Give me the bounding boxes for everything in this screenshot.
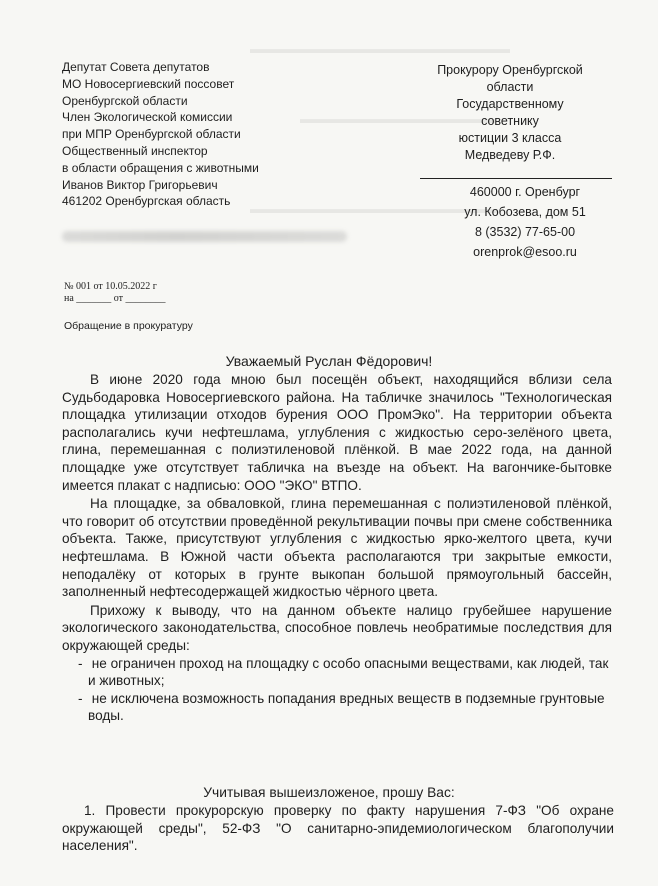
list-item-text: не исключена возможность попадания вредных веществ в подземные грунтовые воды. [88, 690, 605, 724]
registration-line: на _______ от ________ [64, 293, 166, 304]
recipient-address [440, 182, 610, 262]
recipient-line: Медведеву Р.Ф. [464, 148, 556, 162]
address-line: 460000 г. Оренбург [469, 185, 581, 199]
request-list [62, 802, 614, 855]
recipient-line: советнику [481, 114, 539, 128]
body-paragraph: В июне 2020 года мною был посещён объект, находящийся вблизи села Судьбодаровка Новосергиевского района. На табличке значилось "Технологическая площадка утилизации отходов бурения ООО ПромЭко". На территории объекта располагались кучи нефтешлама, углубления с жидкостью серо-зелёного цвета, глина, перемешанная с полиэтиленовой плёнкой. В мае 2022 года, на данной площадке уже отсутствует табличка на въезде на объект. На вагончике-бытовке имеется плакат с надписью: ООО "ЭКО" ВТПО. [62, 372, 612, 493]
address-line: orenprok@esoo.ru [473, 245, 577, 259]
sender-line: Оренбургской области [62, 93, 188, 108]
sender-line: Общественный инспектор [62, 143, 208, 158]
sender-line: 461202 Оренбургская область [62, 194, 231, 209]
consequence-list [62, 655, 612, 725]
sender-line: МО Новосергиевский поссовет [62, 76, 235, 91]
sender-line: Иванов Виктор Григорьевич [62, 177, 218, 192]
request-item: 1. Провести прокурорскую проверку по факту нарушения 7-ФЗ "Об охране окружающей среды", 52-ФЗ "О санитарно-эпидемиологическом благополучии населения". [62, 803, 614, 854]
greeting: Уважаемый Руслан Фёдорович! [225, 353, 433, 369]
recipient-line: Прокурору Оренбургской [437, 63, 583, 77]
list-item [62, 655, 612, 690]
closing-line: Учитывая вышеизложеное, прошу Вас: [203, 785, 455, 800]
address-line: ул. Кобозева, дом 51 [464, 205, 586, 219]
letter-body [62, 371, 612, 725]
recipient-line: Государственному [456, 97, 564, 111]
recipient-divider [420, 178, 612, 179]
sender-block [62, 59, 259, 210]
subject-line: Обращение в прокуратуру [64, 320, 193, 332]
show-through-text: ▬▬▬▬▬▬▬▬▬▬▬▬▬▬▬ [300, 111, 495, 126]
address-line: 8 (3532) 77-65-00 [474, 225, 576, 239]
sender-line: в области обращения с животными [62, 160, 259, 175]
body-paragraph: Прихожу к выводу, что на данном объекте налицо грубейшее нарушение экологического законодательства, способное повлечь необратимые последствия для окружающей среды: [62, 602, 612, 653]
registration-number [64, 281, 166, 305]
bullet-dash: - [78, 690, 83, 706]
registration-line: № 001 от 10.05.2022 г [64, 281, 157, 292]
list-item [62, 690, 612, 725]
bullet-dash: - [78, 655, 83, 671]
sender-line: Член Экологической комиссии [62, 110, 233, 125]
recipient-block [410, 62, 610, 164]
sender-line: Депутат Совета депутатов [62, 60, 210, 74]
sender-line: при МПР Оренбургской области [62, 127, 241, 142]
show-through-text: ▬▬▬▬▬▬▬▬▬▬▬▬▬▬▬▬▬▬▬ [250, 201, 497, 216]
recipient-line: области [486, 80, 534, 94]
body-paragraph: На площадке, за обваловкой, глина перемешанная с полиэтиленовой плёнкой, что говорит об отсутствии проведённой рекультивации почвы при смене собственника объекта. Также, присутствуют углубления с жидкостью ярко-желтого цвета, кучи нефтешлама. В Южной части объекта располагаются три закрытые емкости, неподалёку от которых в грунте выкопан большой прямоугольный бассейн, заполненный нефтесодержащей жидкостью чёрного цвета. [62, 496, 612, 600]
list-item-text: не ограничен проход на площадку с особо опасными веществами, как людей, так и животных; [88, 655, 609, 689]
recipient-line: юстиции 3 класса [458, 131, 562, 145]
show-through-text: ▬▬▬▬▬▬▬▬▬▬▬▬▬▬▬▬▬▬▬▬ [250, 41, 510, 56]
redacted-line [62, 231, 347, 242]
